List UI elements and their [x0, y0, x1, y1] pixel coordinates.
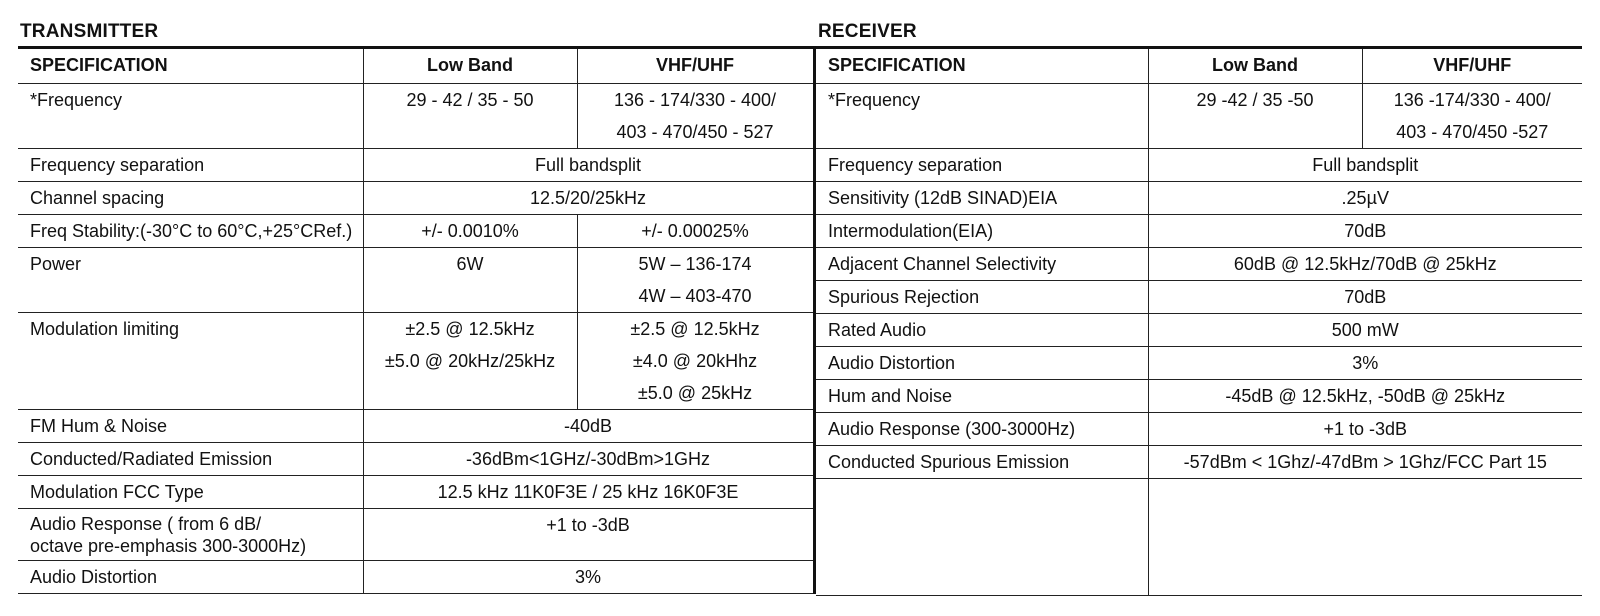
spec-value-low: 29 -42 / 35 -50 [1148, 84, 1362, 149]
empty-cell [816, 479, 1148, 596]
spec-value: 500 mW [1148, 314, 1582, 347]
spec-value: Full bandsplit [363, 149, 814, 182]
spec-label: Audio Distortion [816, 347, 1148, 380]
spec-value: +1 to -3dB [363, 509, 814, 561]
table-row [816, 314, 1582, 347]
spec-value: -57dBm < 1Ghz/-47dBm > 1Ghz/FCC Part 15 [1148, 446, 1582, 479]
receiver-panel [816, 18, 1582, 596]
header-specification: SPECIFICATION [18, 48, 363, 84]
spec-value: 70dB [1148, 281, 1582, 314]
header-low-band: Low Band [1148, 48, 1362, 84]
spec-label: Audio Response ( from 6 dB/ octave pre-emphasis 300-3000Hz) [18, 509, 363, 561]
table-row [18, 561, 814, 594]
spec-value: +1 to -3dB [1148, 413, 1582, 446]
spec-value-vhf: +/- 0.00025% [577, 215, 814, 248]
spec-value: -40dB [363, 410, 814, 443]
table-header-row [18, 48, 814, 84]
spec-value: 3% [1148, 347, 1582, 380]
header-vhf-uhf: VHF/UHF [577, 48, 814, 84]
table-row [816, 446, 1582, 479]
spec-label: Frequency separation [816, 149, 1148, 182]
table-row [18, 476, 814, 509]
receiver-spec-table [816, 46, 1582, 596]
transmitter-panel [18, 18, 814, 594]
spec-label: Modulation FCC Type [18, 476, 363, 509]
spec-value-low: ±2.5 @ 12.5kHz ±5.0 @ 20kHz/25kHz [363, 313, 577, 410]
transmitter-title: TRANSMITTER [20, 21, 159, 42]
table-row [18, 248, 814, 313]
spec-value-vhf: 136 -174/330 - 400/ 403 - 470/450 -527 [1362, 84, 1582, 149]
table-row [18, 84, 814, 149]
spec-label: Modulation limiting [18, 313, 363, 410]
spec-label: FM Hum & Noise [18, 410, 363, 443]
spec-label: *Frequency [816, 84, 1148, 149]
table-row [18, 182, 814, 215]
spec-label: Sensitivity (12dB SINAD)EIA [816, 182, 1148, 215]
receiver-title: RECEIVER [818, 21, 917, 42]
table-row [816, 248, 1582, 281]
table-row [816, 413, 1582, 446]
spec-value-vhf: 5W – 136-174 4W – 403-470 [577, 248, 814, 313]
spec-value: 60dB @ 12.5kHz/70dB @ 25kHz [1148, 248, 1582, 281]
spec-label: Spurious Rejection [816, 281, 1148, 314]
table-header-row [816, 48, 1582, 84]
table-row [816, 182, 1582, 215]
empty-row [816, 479, 1582, 596]
table-row [816, 347, 1582, 380]
spec-value: .25µV [1148, 182, 1582, 215]
spec-label: Frequency separation [18, 149, 363, 182]
spec-label: Rated Audio [816, 314, 1148, 347]
spec-label: Conducted/Radiated Emission [18, 443, 363, 476]
spec-label: Audio Response (300-3000Hz) [816, 413, 1148, 446]
header-low-band: Low Band [363, 48, 577, 84]
table-row [18, 313, 814, 410]
table-row [816, 380, 1582, 413]
spec-label: Freq Stability:(-30°C to 60°C,+25°CRef.) [18, 215, 363, 248]
table-row [18, 509, 814, 561]
spec-label: Hum and Noise [816, 380, 1148, 413]
spec-value: 12.5 kHz 11K0F3E / 25 kHz 16K0F3E [363, 476, 814, 509]
empty-cell [1148, 479, 1582, 596]
spec-value-vhf: ±2.5 @ 12.5kHz ±4.0 @ 20kHhz ±5.0 @ 25kHz [577, 313, 814, 410]
spec-label: Channel spacing [18, 182, 363, 215]
table-row [18, 443, 814, 476]
table-row [18, 215, 814, 248]
spec-value-low: 6W [363, 248, 577, 313]
spec-value-vhf: 136 - 174/330 - 400/ 403 - 470/450 - 527 [577, 84, 814, 149]
transmitter-spec-table [18, 46, 816, 594]
spec-value-low: +/- 0.0010% [363, 215, 577, 248]
table-row [18, 149, 814, 182]
spec-label: Power [18, 248, 363, 313]
header-vhf-uhf: VHF/UHF [1362, 48, 1582, 84]
spec-value: -45dB @ 12.5kHz, -50dB @ 25kHz [1148, 380, 1582, 413]
spec-label: Intermodulation(EIA) [816, 215, 1148, 248]
spec-value: 70dB [1148, 215, 1582, 248]
spec-label: Conducted Spurious Emission [816, 446, 1148, 479]
spec-value: 3% [363, 561, 814, 594]
spec-value: Full bandsplit [1148, 149, 1582, 182]
spec-label: Audio Distortion [18, 561, 363, 594]
spec-value-low: 29 - 42 / 35 - 50 [363, 84, 577, 149]
table-row [816, 281, 1582, 314]
header-specification: SPECIFICATION [816, 48, 1148, 84]
spec-value: -36dBm<1GHz/-30dBm>1GHz [363, 443, 814, 476]
spec-label: *Frequency [18, 84, 363, 149]
table-row [816, 84, 1582, 149]
table-row [816, 215, 1582, 248]
spec-value: 12.5/20/25kHz [363, 182, 814, 215]
table-row [816, 149, 1582, 182]
table-row [18, 410, 814, 443]
spec-label: Adjacent Channel Selectivity [816, 248, 1148, 281]
